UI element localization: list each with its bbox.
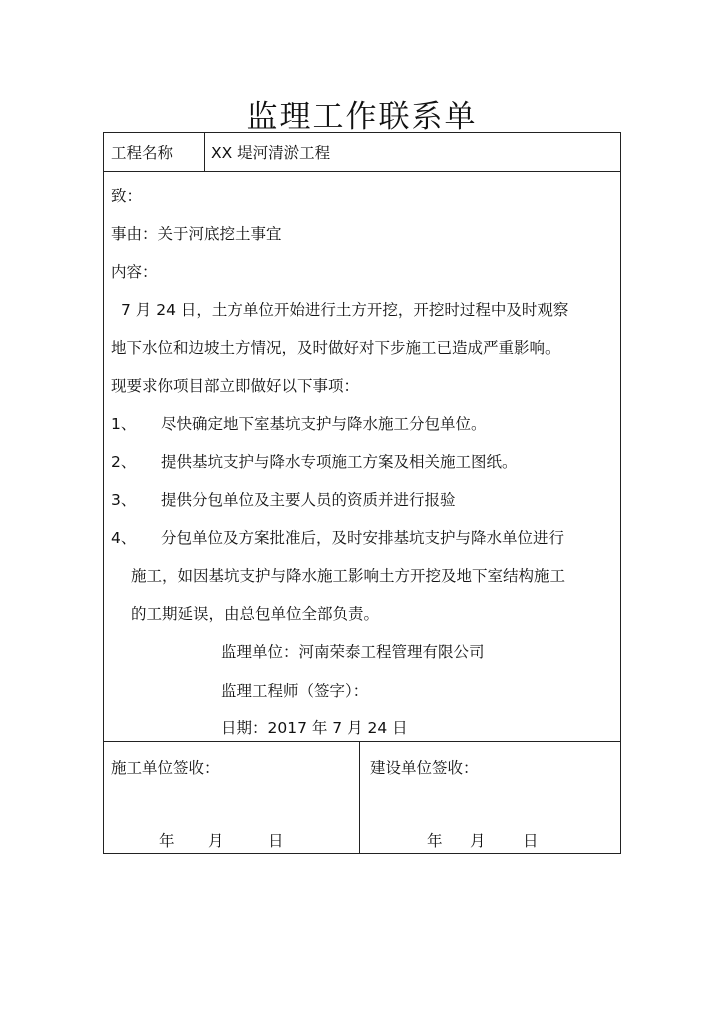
item-4-text-line-1: 分包单位及方案批准后，及时安排基坑支护与降水单位进行 bbox=[161, 529, 565, 547]
col-divider-footer bbox=[359, 741, 360, 854]
project-name-value: XX 堤河清淤工程 bbox=[211, 144, 331, 162]
item-3-text: 提供分包单位及主要人员的资质并进行报验 bbox=[161, 491, 456, 509]
right-month: 月 bbox=[470, 832, 486, 850]
document-title: 监理工作联系单 bbox=[246, 99, 478, 135]
item-4-text-line-3: 的工期延误，由总包单位全部负责。 bbox=[131, 605, 380, 623]
item-3-number: 3、 bbox=[111, 491, 137, 509]
construction-unit-receipt-label: 施工单位签收： bbox=[111, 759, 220, 777]
supervising-engineer-signature: 监理工程师（签字）： bbox=[221, 682, 369, 700]
to-label: 致： bbox=[111, 187, 143, 205]
project-name-label: 工程名称 bbox=[111, 144, 174, 162]
right-year: 年 bbox=[427, 832, 443, 850]
item-1-number: 1、 bbox=[111, 415, 137, 433]
paragraph-line-1: 7 月 24 日，土方单位开始进行土方开挖，开挖时过程中及时观察 bbox=[121, 301, 569, 319]
left-year: 年 bbox=[159, 832, 175, 850]
left-day: 日 bbox=[268, 832, 284, 850]
supervision-unit: 监理单位：河南荣泰工程管理有限公司 bbox=[221, 643, 485, 661]
paragraph-line-3: 现要求你项目部立即做好以下事项： bbox=[111, 377, 360, 395]
right-day: 日 bbox=[523, 832, 539, 850]
item-1-text: 尽快确定地下室基坑支护与降水施工分包单位。 bbox=[161, 415, 487, 433]
paragraph-line-2: 地下水位和边坡土方情况，及时做好对下步施工已造成严重影响。 bbox=[111, 339, 561, 357]
item-4-number: 4、 bbox=[111, 529, 137, 547]
col-divider-project bbox=[204, 133, 205, 171]
issue-date: 日期：2017 年 7 月 24 日 bbox=[221, 719, 408, 737]
owner-unit-receipt-label: 建设单位签收： bbox=[370, 759, 479, 777]
item-2-number: 2、 bbox=[111, 453, 137, 471]
left-month: 月 bbox=[208, 832, 224, 850]
row-divider-project bbox=[104, 171, 620, 172]
item-2-text: 提供基坑支护与降水专项施工方案及相关施工图纸。 bbox=[161, 453, 518, 471]
row-divider-footer bbox=[104, 741, 620, 742]
form-table bbox=[103, 132, 621, 854]
subject-line: 事由：关于河底挖土事宜 bbox=[111, 225, 282, 243]
content-label: 内容： bbox=[111, 263, 158, 281]
item-4-text-line-2: 施工，如因基坑支护与降水施工影响土方开挖及地下室结构施工 bbox=[131, 567, 566, 585]
